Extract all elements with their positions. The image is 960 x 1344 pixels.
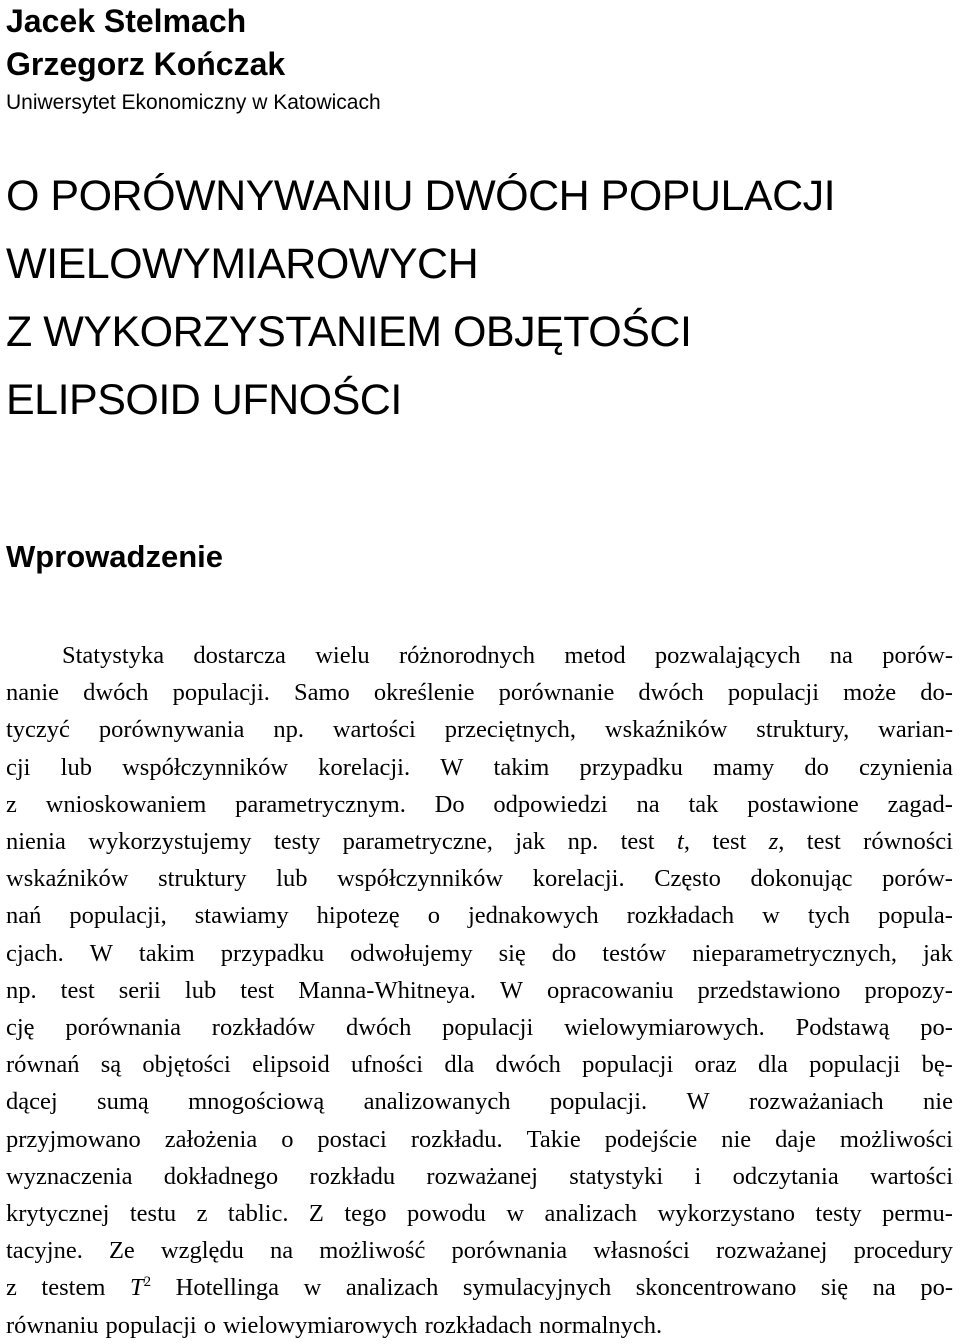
body-paragraph xyxy=(6,637,953,1344)
word: skoncentrowano xyxy=(635,1274,797,1302)
word: porównywania xyxy=(98,716,245,744)
word: do- xyxy=(920,679,953,707)
word: tak xyxy=(688,790,719,818)
word: postaci xyxy=(317,1125,387,1153)
word: na xyxy=(829,642,853,669)
word: daje xyxy=(775,1125,816,1153)
word: normalnych. xyxy=(539,1311,663,1339)
word: względu xyxy=(160,1237,244,1265)
word: współczynników xyxy=(122,753,289,781)
word: test xyxy=(240,976,275,1004)
paper-title xyxy=(6,162,835,434)
title-line: ELIPSOID UFNOŚCI xyxy=(6,376,402,424)
word: bę- xyxy=(921,1051,953,1079)
word: nieparametrycznych, xyxy=(692,939,897,967)
word: testem xyxy=(41,1274,106,1302)
word: takim xyxy=(138,939,195,967)
word: własności xyxy=(593,1237,690,1265)
word: możliwość xyxy=(319,1237,426,1265)
word: po- xyxy=(920,1014,953,1042)
word: struktury xyxy=(158,865,247,893)
word: analizach xyxy=(345,1274,439,1302)
word: dostarcza xyxy=(193,642,286,669)
paragraph-line xyxy=(6,897,953,934)
word: się xyxy=(498,939,526,967)
paragraph-line xyxy=(6,1158,953,1195)
word: np. xyxy=(567,828,599,856)
word: określenie xyxy=(373,679,475,707)
word: W xyxy=(499,976,523,1004)
word: Podstawą xyxy=(795,1014,890,1042)
word: nań xyxy=(6,902,42,930)
word: nie xyxy=(721,1125,752,1153)
word: z xyxy=(196,1200,208,1228)
word: z xyxy=(6,790,17,818)
word: np. xyxy=(273,716,304,744)
word: cji xyxy=(6,753,31,781)
word: na xyxy=(270,1237,294,1265)
word: populacji. xyxy=(172,679,270,707)
word: zagad- xyxy=(887,790,953,818)
word: test xyxy=(620,828,655,856)
word: odwołujemy xyxy=(350,939,473,967)
paragraph-line xyxy=(6,1269,953,1306)
word: tyczyć xyxy=(6,716,70,744)
paragraph-line xyxy=(6,1046,953,1083)
word: Statystyka xyxy=(62,642,165,669)
word: stawiamy xyxy=(194,902,289,930)
word: takim xyxy=(493,753,550,781)
word: np. xyxy=(6,976,37,1004)
word: struktury, xyxy=(756,716,850,744)
word: nanie xyxy=(6,679,60,707)
word: mnogościową xyxy=(188,1088,325,1116)
word: objętości xyxy=(142,1051,231,1079)
word: testy xyxy=(273,828,321,856)
word: testów xyxy=(602,939,667,967)
word: populacji xyxy=(727,679,820,707)
word: Często xyxy=(654,865,721,893)
word: Takie xyxy=(526,1125,581,1153)
word: wielowymiarowych. xyxy=(564,1014,765,1042)
paragraph-line xyxy=(6,674,953,711)
word: tablic. xyxy=(227,1200,289,1228)
word: możliwości xyxy=(839,1125,953,1153)
word: analizach xyxy=(544,1200,638,1228)
title-line: O PORÓWNYWANIU DWÓCH POPULACJI xyxy=(6,172,836,220)
word: przeciętnych, xyxy=(444,716,577,744)
title-line: WIELOWYMIAROWYCH xyxy=(6,240,479,288)
paragraph-line xyxy=(6,1121,953,1158)
word: dącej xyxy=(6,1088,58,1116)
word: populacji, xyxy=(69,902,167,930)
paragraph-line xyxy=(6,972,953,1009)
word: test xyxy=(712,828,747,856)
paragraph-line xyxy=(6,1009,953,1046)
word: dla xyxy=(444,1051,475,1079)
word: wykorzystano xyxy=(657,1200,795,1228)
affiliation: Uniwersytet Ekonomiczny w Katowicach xyxy=(6,91,381,114)
word: rozważanej xyxy=(426,1162,538,1190)
section-heading: Wprowadzenie xyxy=(6,539,224,574)
author-block xyxy=(6,0,381,116)
word: równaniu xyxy=(6,1311,99,1339)
word: nienia xyxy=(6,828,66,856)
paragraph-line xyxy=(6,1195,953,1232)
word: oraz xyxy=(694,1051,737,1079)
word: wykorzystujemy xyxy=(88,828,252,856)
word: odczytania xyxy=(732,1162,839,1190)
word: różnorodnych xyxy=(398,642,536,669)
word: jednakowych xyxy=(467,902,599,930)
word: w xyxy=(506,1200,525,1228)
author-name: Grzegorz Kończak xyxy=(6,46,286,82)
word: rozkładach xyxy=(626,902,735,930)
word: warian- xyxy=(878,716,953,744)
word: wielowymiarowych xyxy=(222,1311,418,1339)
word: sumą xyxy=(97,1088,149,1116)
word: Samo xyxy=(293,679,350,707)
word: dwóch xyxy=(495,1051,561,1079)
word: W xyxy=(686,1088,710,1116)
word: $T^2$ xyxy=(129,1274,152,1302)
word: o xyxy=(427,902,440,930)
title-line: Z WYKORZYSTANIEM OBJĘTOŚCI xyxy=(6,308,692,356)
word: testu xyxy=(129,1200,177,1228)
word: lub xyxy=(60,753,92,781)
paragraph-line xyxy=(6,749,953,786)
word: założenia xyxy=(164,1125,258,1153)
word: W xyxy=(89,939,113,967)
word: elipsoid xyxy=(252,1051,330,1079)
word: opracowaniu xyxy=(546,976,674,1004)
word: wskaźników xyxy=(6,865,129,893)
word: tacyjne. xyxy=(6,1237,83,1265)
word: serii xyxy=(118,976,161,1004)
word: porównania xyxy=(451,1237,568,1265)
word: rozkładów xyxy=(211,1014,316,1042)
word: symulacyjnych xyxy=(462,1274,612,1302)
word: dokonując xyxy=(750,865,853,893)
word: o xyxy=(281,1125,294,1153)
superscript: 2 xyxy=(143,1274,152,1291)
word: rozkładu. xyxy=(410,1125,503,1153)
word: parametryczne, xyxy=(342,828,493,856)
paragraph-line xyxy=(6,711,953,748)
paragraph-line xyxy=(6,1232,953,1269)
paragraph-line xyxy=(6,1083,953,1120)
word: i xyxy=(694,1162,702,1190)
word: lub xyxy=(276,865,308,893)
word: hipotezę xyxy=(316,902,400,930)
word: wnioskowaniem xyxy=(45,790,207,818)
word: cjach. xyxy=(6,939,64,967)
paragraph-line xyxy=(6,860,953,897)
word: równości xyxy=(863,828,953,856)
word: W xyxy=(440,753,464,781)
word: rozkładach xyxy=(424,1311,533,1339)
author-name: Jacek Stelmach xyxy=(6,3,247,39)
word: Z xyxy=(308,1200,324,1228)
word: testy xyxy=(815,1200,862,1228)
word: populacji xyxy=(442,1014,534,1042)
word: z xyxy=(6,1274,17,1302)
word: na xyxy=(872,1274,896,1302)
word: dokładnego xyxy=(163,1162,279,1190)
paragraph-line xyxy=(6,935,953,972)
word: mamy xyxy=(713,753,775,781)
word: współczynników xyxy=(337,865,504,893)
word: jak xyxy=(515,828,546,856)
word: z, xyxy=(768,828,785,856)
word: się xyxy=(820,1274,849,1302)
word: jak xyxy=(922,939,953,967)
word: permu- xyxy=(882,1200,953,1228)
word: Hotellinga xyxy=(175,1274,280,1302)
word: Manna-Whitneya. xyxy=(298,976,476,1004)
word: statystyki xyxy=(569,1162,664,1190)
word: nie xyxy=(923,1088,953,1116)
word: podejście xyxy=(604,1125,698,1153)
word: postawione xyxy=(747,790,859,818)
word: populacji. xyxy=(549,1088,648,1116)
word: Do xyxy=(434,790,465,818)
word: w xyxy=(303,1274,322,1302)
word: przyjmowano xyxy=(6,1125,141,1153)
word: są xyxy=(100,1051,122,1079)
word: o xyxy=(203,1311,216,1339)
paragraph-line xyxy=(6,823,953,860)
word: rozważaniach xyxy=(749,1088,884,1116)
word: dwóch xyxy=(83,679,149,707)
word: dla xyxy=(757,1051,788,1079)
word: metod xyxy=(564,642,626,669)
word: korelacji. xyxy=(532,865,625,893)
paragraph-line xyxy=(6,786,953,823)
word: porów- xyxy=(882,642,953,669)
word: dwóch xyxy=(346,1014,412,1042)
word: dwóch xyxy=(638,679,704,707)
word: procedury xyxy=(853,1237,953,1265)
word: rozkładu xyxy=(309,1162,396,1190)
word: po- xyxy=(920,1274,953,1302)
word: porów- xyxy=(882,865,953,893)
word: rozważanej xyxy=(715,1237,828,1265)
word: Ze xyxy=(108,1237,135,1265)
word: porównanie xyxy=(498,679,615,707)
word: ufności xyxy=(350,1051,424,1079)
word: analizowanych xyxy=(363,1088,511,1116)
word: tego xyxy=(344,1200,387,1228)
word: propozy- xyxy=(864,976,953,1004)
word: cję xyxy=(6,1014,35,1042)
word: wyznaczenia xyxy=(6,1162,133,1190)
word: test xyxy=(60,976,95,1004)
word: powodu xyxy=(406,1200,486,1228)
word: pozwalających xyxy=(654,642,801,669)
word: wskaźników xyxy=(604,716,728,744)
word: parametrycznym. xyxy=(235,790,406,818)
paragraph-line xyxy=(6,637,953,674)
paragraph-line xyxy=(6,1307,953,1344)
word: wielu xyxy=(315,642,370,669)
word: wartości xyxy=(332,716,416,744)
word: populacji xyxy=(582,1051,674,1079)
word: przypadku xyxy=(220,939,325,967)
word: t, xyxy=(677,828,690,856)
word: przedstawiono xyxy=(697,976,841,1004)
word: na xyxy=(636,790,660,818)
word: wartości xyxy=(870,1162,953,1190)
word: do xyxy=(551,939,577,967)
word: populacji xyxy=(105,1311,197,1339)
word: krytycznej xyxy=(6,1200,110,1228)
word: czynienia xyxy=(859,753,953,781)
word: porównania xyxy=(65,1014,182,1042)
word: odpowiedzi xyxy=(493,790,608,818)
word: populacji xyxy=(809,1051,901,1079)
word: tych xyxy=(807,902,851,930)
word: korelacji. xyxy=(318,753,411,781)
word: lub xyxy=(184,976,217,1004)
word: równań xyxy=(6,1051,80,1079)
word: do xyxy=(804,753,829,781)
word: przypadku xyxy=(579,753,683,781)
word: test xyxy=(806,828,841,856)
word: może xyxy=(843,679,897,707)
word: w xyxy=(762,902,780,930)
word: popula- xyxy=(878,902,953,930)
